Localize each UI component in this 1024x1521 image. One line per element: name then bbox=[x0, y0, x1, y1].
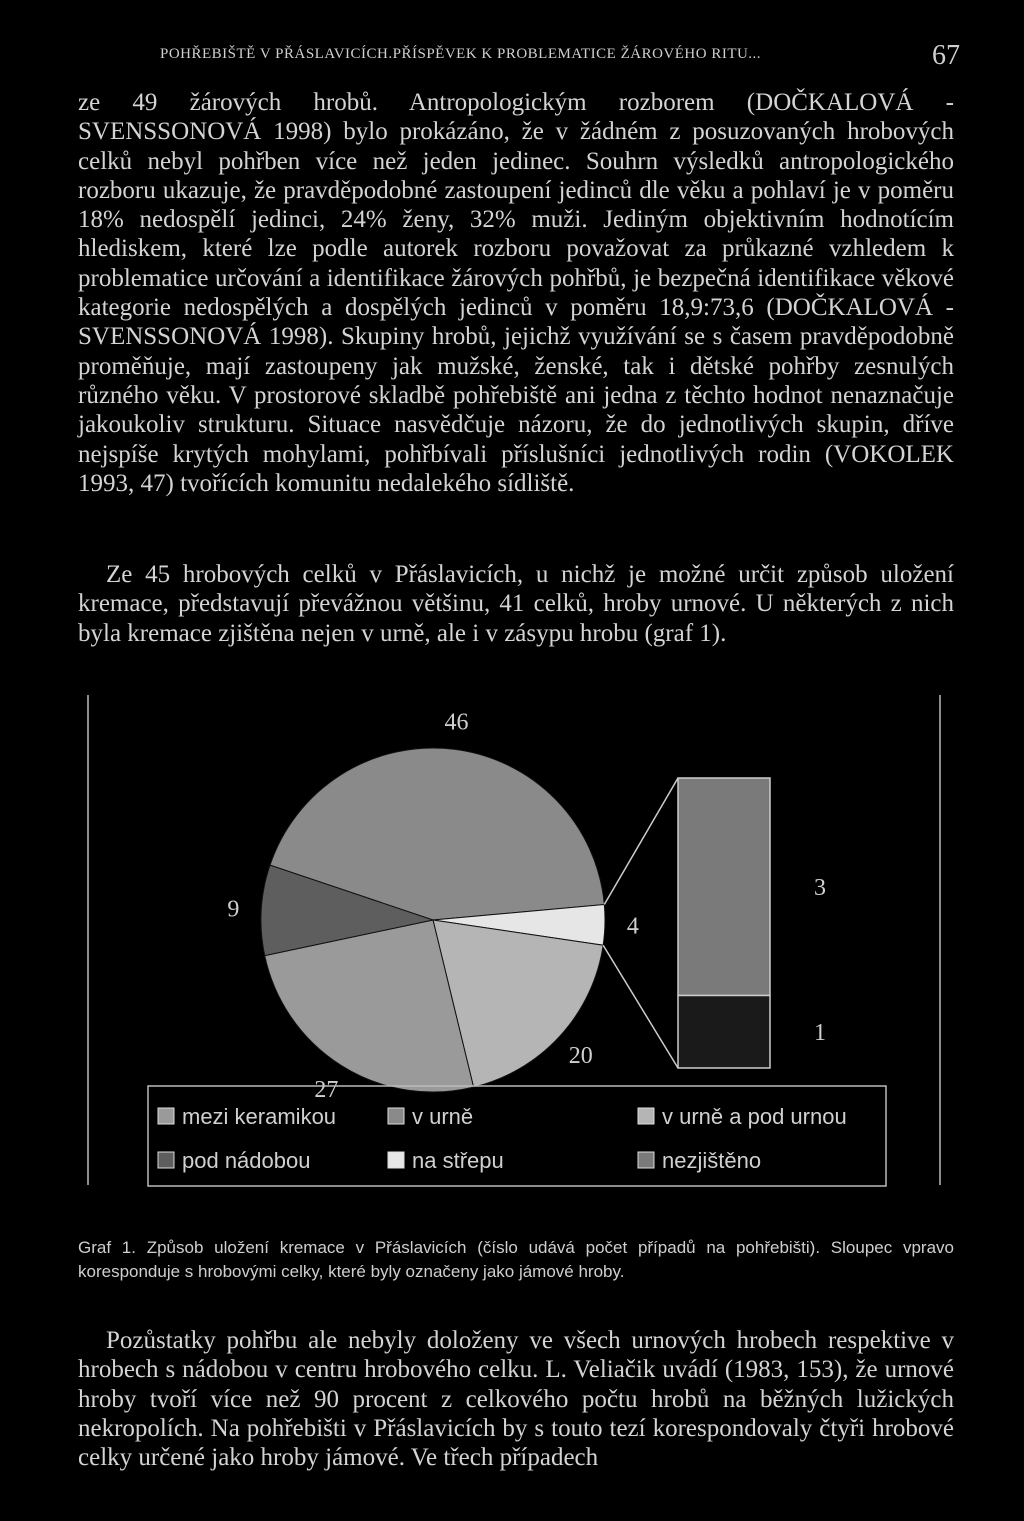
chart-legend bbox=[148, 1086, 886, 1186]
pie-slices bbox=[261, 748, 605, 1092]
legend-swatch bbox=[388, 1108, 404, 1124]
legend-label: na střepu bbox=[412, 1148, 504, 1173]
legend-swatch bbox=[388, 1152, 404, 1168]
legend-label: nezjištěno bbox=[662, 1148, 762, 1173]
paragraph-2: Ze 45 hrobových celků v Přáslavicích, u nichž je možné určit způsob uložení kremace, představují převážnou většinu, 41 celků, hroby urnové. U některých z nich byla kremace zjištěna nejen v urně, ale i v zásypu hrobu (graf 1). bbox=[78, 561, 954, 647]
slice-label: 46 bbox=[444, 709, 469, 736]
page-number: 67 bbox=[932, 40, 960, 71]
legend-label: v urně a pod urnou bbox=[662, 1104, 847, 1129]
legend-label: v urně bbox=[412, 1104, 474, 1129]
legend-swatch bbox=[158, 1152, 174, 1168]
slice-label: 27 bbox=[314, 1077, 339, 1104]
connector-line bbox=[604, 778, 678, 905]
pie-chart bbox=[78, 690, 958, 1200]
page-header bbox=[160, 40, 960, 80]
legend-swatch bbox=[638, 1108, 654, 1124]
chart-figure bbox=[78, 690, 958, 1200]
legend-swatch bbox=[158, 1108, 174, 1124]
legend-label: mezi keramikou bbox=[182, 1104, 337, 1129]
slice-label: 20 bbox=[568, 1042, 593, 1069]
legend-swatch bbox=[638, 1152, 654, 1168]
bar-of-pie-connectors bbox=[603, 778, 678, 1068]
slice-label: 4 bbox=[626, 913, 639, 940]
figure-caption: Graf 1. Způsob uložení kremace v Přáslavicích (číslo udává počet případů na pohřebišti). Sloupec vpravo koresponduje s hrobovými celky, které byly označeny jako jámové hroby. bbox=[78, 1238, 954, 1281]
bar-of-pie bbox=[678, 778, 770, 1068]
bar-segment-label: 1 bbox=[814, 1019, 826, 1046]
paragraph-1: ze 49 žárových hrobů. Antropologickým rozborem (DOČKALOVÁ - SVENSSONOVÁ 1998) bylo prokázáno, že v žádném z posuzovaných hrobových celků nebyl pohřben více než jeden jedinec. Souhrn výsledků antropologického rozboru ukazuje, že pravděpodobné zastoupení jedinců dle věku a pohlaví je v poměru 18% nedospělí jedinci, 24% ženy, 32% muži. Jediným objektivním hodnotícím hlediskem, které lze podle autorek rozboru považovat za průkazné vzhledem k problematice určování a identifikace žárových pohřbů, je bezpečná identifikace věkové kategorie nedospělých a dospělých jedinců v poměru 18,9:73,6 (DOČKALOVÁ - SVENSSONOVÁ 1998). Skupiny hrobů, jejichž využívání se s časem pravděpodobně proměňuje, mají zastoupeny jak mužské, ženské, tak i dětské pohřby zesnulých různého věku. V prostorové skladbě pohřebiště ani jedna z těchto hodnot nenaznačuje jakoukoliv strukturu. Situace nasvědčuje názoru, že do jednotlivých skupin, dříve nejspíše krytých mohylami, pohřbívali příslušníci jednotlivých rodin (VOKOLEK 1993, 47) tvořících komunitu nedalekého sídliště. bbox=[78, 89, 954, 497]
connector-line bbox=[603, 945, 678, 1068]
bar-segment bbox=[678, 996, 770, 1069]
bar-segment-label: 3 bbox=[814, 874, 826, 901]
slice-label: 9 bbox=[227, 896, 240, 923]
paragraph-3: Pozůstatky pohřbu ale nebyly doloženy ve všech urnových hrobech respektive v hrobech s nádobou v centru hrobového celku. L. Veliačik uvádí (1983, 153), že urnové hroby tvoří více než 90 procent z celkového počtu hrobů na běžných lužických nekropolích. Na pohřebišti v Přáslavicích by s touto tezí korespondovaly čtyři hrobové celky určené jako hroby jámové. Ve třech případech bbox=[78, 1327, 954, 1472]
legend-label: pod nádobou bbox=[182, 1148, 311, 1173]
bar-segment bbox=[678, 778, 770, 996]
running-head: POHŘEBIŠTĚ V PŘÁSLAVICÍCH.PŘÍSPĚVEK K PROBLEMATICE ŽÁROVÉHO RITU... bbox=[160, 46, 762, 62]
